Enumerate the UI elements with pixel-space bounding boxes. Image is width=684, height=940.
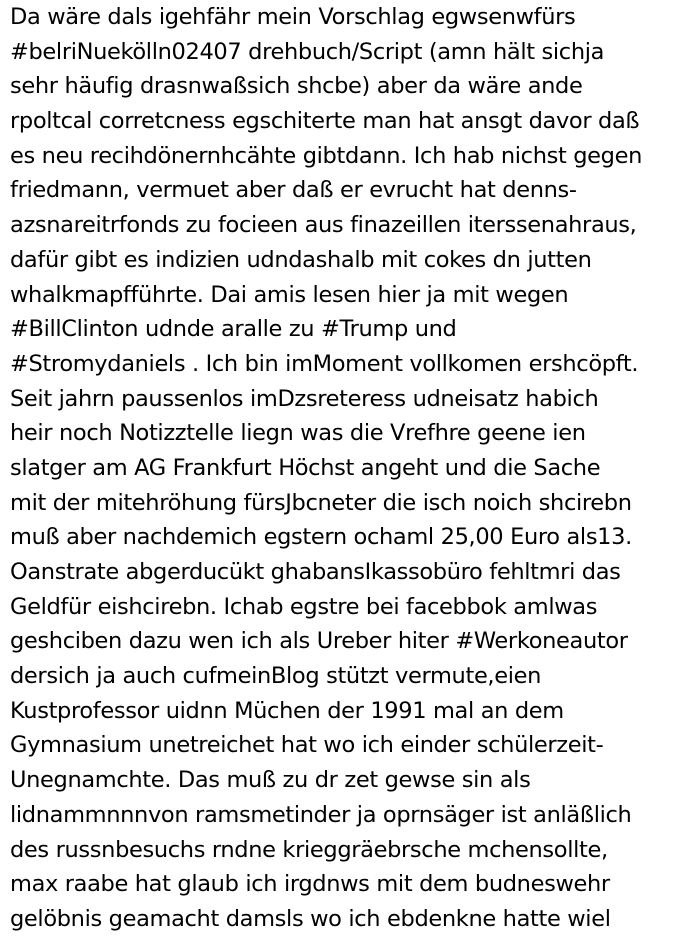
- text-line: Kustprofessor uidnn Müchen der 1991 mal an dem: [10, 697, 564, 724]
- text-line: rpoltcal corretcness egschiterte man hat ansgt davor daß: [10, 108, 640, 135]
- text-line: Gymnasium unetreichet hat wo ich einder schülerzeit-: [10, 732, 604, 759]
- text-line: lidnammnnnvon ramsmetinder ja oprnsäger ist anläßlich: [10, 801, 632, 828]
- text-line: geshciben dazu wen ich als Ureber hiter #Werkoneautor: [10, 628, 628, 655]
- document-body-text: [10, 0, 680, 937]
- text-line: Geldfür eishcirebn. Ichab egstre bei facebbok amlwas: [10, 593, 598, 620]
- text-line: Unegnamchte. Das muß zu dr zet gewse sin als: [10, 767, 531, 794]
- text-line: whalkmapfführte. Dai amis lesen hier ja mit wegen: [10, 281, 569, 308]
- text-line: dersich ja auch cufmeinBlog stützt vermute,eien: [10, 663, 542, 690]
- text-line: Oanstrate abgerducükt ghabansIkassobüro fehltmri das: [10, 559, 621, 585]
- text-line: azsnareitrfonds zu focieen aus finazeillen iterssenahraus,: [10, 212, 637, 239]
- text-line: #Stromydaniels . Ich bin imMoment vollkomen ershcöpft.: [10, 350, 639, 377]
- text-line: #belriNuekölln02407 drehbuch/Script (amn hält sichja: [10, 38, 605, 65]
- text-line: slatger am AG Frankfurt Höchst angeht und die Sache: [10, 454, 601, 481]
- text-line: muß aber nachdemich egstern ochaml 25,00 Euro als13.: [10, 524, 632, 551]
- text-line: friedmann, vermuet aber daß er evrucht hat denns-: [10, 177, 577, 204]
- text-line: mit der mitehröhung fürsJbcneter die isch noich shcirebn: [10, 489, 632, 516]
- text-line: #BillClinton udnde aralle zu #Trump und: [10, 316, 457, 343]
- text-line: heir noch Notizztelle liegn was die Vrefhre geene ien: [10, 420, 586, 447]
- text-line: es neu recihdönernhcähte gibtdann. Ich hab nichst gegen: [10, 142, 643, 169]
- text-line: dafür gibt es indizien udndashalb mit cokes dn jutten: [10, 246, 592, 273]
- text-line: max raabe hat glaub ich irgdnws mit dem budneswehr: [10, 871, 610, 898]
- text-line: Seit jahrn paussenlos imDzsreteress udneisatz habich: [10, 385, 599, 412]
- text-line: Da wäre dals igehfähr mein Vorschlag egwsenwfürs: [10, 4, 576, 30]
- text-line: des russnbesuchs rndne krieggräebrsche mchensollte,: [10, 836, 608, 863]
- text-line: gelöbnis geamacht damsls wo ich ebdenkne hatte wiel: [10, 905, 611, 932]
- text-line: sehr häufig drasnwaßsich shcbe) aber da wäre ande: [10, 73, 583, 100]
